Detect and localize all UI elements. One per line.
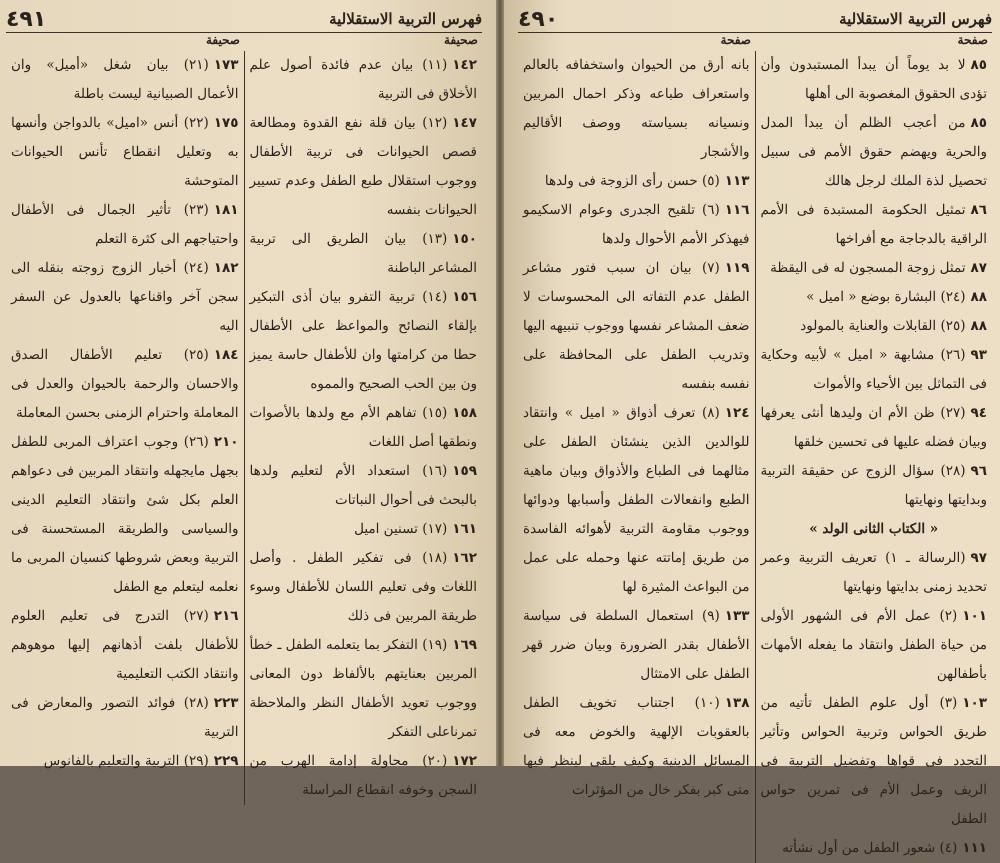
index-entry [11, 602, 239, 689]
entry-text: (١٩) التفكر بما يتعلمه الطفل ـ خطأ المربين بعنايتهم بالألفاظ دون المعانى ووجوب تعويد الأطفال النظر والملاحظة تمرناعلى التفكر [249, 637, 477, 740]
column-label: صحيفة [205, 33, 240, 47]
entry-page-number: ٨٨ [970, 289, 987, 305]
index-column-right [756, 51, 993, 863]
left-page [0, 0, 496, 798]
entry-text: (٢٨) فوائد التصور والمعارض فى التربية [11, 695, 239, 740]
entry-text: (٤) شعور الطفل من أول نشأته [782, 840, 958, 856]
index-columns [6, 51, 482, 805]
index-entry [250, 544, 478, 631]
entry-text: (٢٤) أخبار الزوج زوجته بنقله الى سجن آخر واقناعها بالعدول عن السفر اليه [11, 260, 239, 334]
index-entry [250, 747, 478, 805]
entry-page-number: ٨٥ [970, 57, 987, 73]
entry-page-number: ١٣٨ [724, 695, 750, 711]
index-entry [250, 631, 478, 747]
entry-page-number: ١٠٣ [962, 695, 987, 711]
entry-text: (١٠) اجتناب تخويف الطفل بالعقوبات الإلهية والخوض معه فى المسائل الدينية وكيف يلقى لينظر فيها متى كبر بفكر خال من المؤثرات [523, 695, 750, 798]
index-entry [761, 834, 988, 863]
entry-text: (٢٦) وجوب اعتراف المربى للطفل بجهل مايجهله وانتقاد المربين فى دعواهم العلم بكل شئ وانتقاد التعليم الدينى والسياسى والطريقة المستحسنة فى التربية وبعض شروطها كنسيان المربى ما نعلمه ليتعلم مع الطفل [11, 434, 239, 595]
entry-page-number: ١٦١ [452, 521, 477, 537]
page-header [518, 6, 992, 33]
entry-page-number: ١١٩ [724, 260, 750, 276]
entry-page-number: ٨٨ [970, 318, 987, 334]
column-label: صفحة [720, 33, 751, 47]
entry-page-number: ١٧٢ [452, 753, 477, 769]
index-entry [761, 312, 988, 341]
index-columns [518, 51, 992, 863]
index-column-left [518, 51, 756, 863]
index-entry [523, 167, 750, 196]
index-entry [250, 109, 478, 225]
entry-text: (٣) أول علوم الطفل تأتيه من طريق الحواس وتربية الحواس وتأثير التجدد فى قواها وتفضيل التربية فى الريف وعمل الأم فى تمرين حواس الطفل [760, 695, 987, 827]
entry-text: (٢٧) ظن الأم ان وليدها أنثى يعرفها وبيان فضله عليها فى تحسين خلقها [760, 405, 987, 450]
index-entry [11, 254, 239, 341]
index-entry [761, 399, 988, 457]
entry-text: (٢٥) القابلات والعناية بالمولود [800, 318, 966, 334]
index-entry [761, 689, 988, 834]
index-entry [11, 747, 239, 776]
index-entry [250, 225, 478, 283]
entry-text: تمثل زوجة المسجون له فى اليقظة [770, 260, 966, 276]
entry-text: (٢٥) تعليم الأطفال الصدق والاحسان والرحمة بالحيوان والعدل فى المعاملة واحترام الزمنى بحسن المعاملة [11, 347, 239, 421]
entry-page-number: ١٧٥ [213, 115, 239, 131]
page-number: ٤٩٠ [518, 6, 559, 32]
entry-text: (٢٦) مشابهة « اميل » لأبيه وحكاية فى التماثل بين الأحياء والأموات [760, 347, 987, 392]
index-entry [11, 109, 239, 196]
column-labels [6, 33, 482, 51]
entry-text: (٢٨) سؤال الزوج عن حقيقة التربية وبدايتها ونهايتها [760, 463, 987, 508]
entry-page-number: ٨٦ [970, 202, 987, 218]
entry-text: (٢٤) البشارة بوضع « اميل » [806, 289, 966, 305]
index-entry [761, 457, 988, 515]
index-entry [761, 515, 988, 544]
entry-page-number: ١١٦ [724, 202, 750, 218]
entry-page-number: ١٠١ [962, 608, 987, 624]
entry-text: تمثيل الحكومة المستبدة فى الأمم الراقية بالدجاجة مع أفراخها [760, 202, 987, 247]
index-entry [11, 689, 239, 747]
entry-page-number: ٢١٠ [213, 434, 239, 450]
entry-page-number: ١٨٤ [213, 347, 239, 363]
index-entry [11, 428, 239, 602]
index-entry [523, 51, 750, 167]
entry-text: (١٤) تربية التفرو بيان أذى التبكير بإلقاء النصائح والمواعظ على الأطفال حطا من كرامتها وان للأطفال حاسة يميز ون بين الحب الصحيح والمموه [249, 289, 477, 392]
entry-text: (١٧) تسنين اميل [354, 521, 448, 537]
entry-page-number: ١٦٩ [452, 637, 477, 653]
entry-page-number: ١٤٢ [452, 57, 477, 73]
entry-text: (١٢) بيان قلة نفع القدوة ومطالعة قصص الحيوانات فى تربية الأطفال ووجوب استقلال طبع الطفل وعدم تسيير الحيوانات بنفسه [249, 115, 477, 218]
entry-text: (١٦) استعداد الأم لتعليم ولدها بالبحث فى أحوال النباتات [249, 463, 477, 508]
index-entry [761, 51, 988, 109]
entry-page-number: ١٢٤ [724, 405, 750, 421]
entry-page-number: ١٧٣ [213, 57, 239, 73]
right-page [504, 0, 1000, 856]
index-entry [761, 602, 988, 689]
entry-text: (٩) استعمال السلطة فى سياسة الأطفال بقدر الضرورة وبيان ضرر قهر الطفل على الامتثال [523, 608, 750, 682]
index-entry [523, 689, 750, 805]
entry-text: (٢٩) التربية والتعليم بالفانوس [43, 753, 209, 769]
entry-page-number: ١٥٩ [452, 463, 477, 479]
entry-text: (٢) عمل الأم فى الشهور الأولى من حياة الطفل وانتقاد ما يفعله الأمهات بأطفالهن [760, 608, 987, 682]
column-label: صحيفة [443, 33, 478, 47]
page-number: ٤٩١ [6, 6, 47, 32]
index-entry [761, 196, 988, 254]
entry-page-number: ١١٣ [724, 173, 750, 189]
index-entry [523, 602, 750, 689]
index-entry [250, 283, 478, 399]
index-entry [250, 399, 478, 457]
entry-page-number: ١٨٢ [213, 260, 239, 276]
entry-page-number: ٨٥ [970, 115, 987, 131]
header-title: فهرس التربية الاستقلالية [839, 10, 992, 28]
entry-page-number: ١٤٧ [452, 115, 477, 131]
entry-page-number: ١٥٦ [452, 289, 477, 305]
index-entry [523, 254, 750, 399]
entry-text: (٢١) بيان شغل «أميل» وان الأعمال الصبيانية ليست باطلة [11, 57, 239, 102]
index-entry [761, 109, 988, 196]
entry-page-number: ١٦٢ [452, 550, 477, 566]
entry-page-number: ٩٣ [970, 347, 987, 363]
entry-text: (٨) تعرف أذواق « اميل » وانتقاد للوالدين الذين ينشئان الطفل على مثالهما فى الطباع والأذواق وبيان ماهية الطبع وانفعالات الطفل وأسبابها ودوائها ووجوب مقاومة التربية لأهوائه الفاسدة من طريق إماتته عنها وحمله على عمل من البواعث المثيرة لها [523, 405, 750, 595]
entry-text: « الكتاب الثانى الولد » [809, 521, 939, 537]
entry-page-number: ٢١٦ [213, 608, 239, 624]
entry-text: (الرسالة ـ ١) تعريف التربية وعمر تحديد زمنى بدايتها ونهايتها [760, 550, 987, 595]
page-header [6, 6, 482, 33]
index-entry [11, 341, 239, 428]
index-entry [761, 341, 988, 399]
column-label: صفحة [957, 33, 988, 47]
index-entry [523, 196, 750, 254]
index-entry [11, 51, 239, 109]
header-title: فهرس التربية الاستقلالية [329, 10, 482, 28]
index-entry [250, 515, 478, 544]
entry-page-number: ٩٦ [970, 463, 987, 479]
index-column-right [245, 51, 483, 805]
entry-text: (٧) بيان ان سبب فتور مشاعر الطفل عدم التفاته الى المحسوسات لا ضعف المشاعر نفسها ووجوب تنبيهه اليها وتدريب الطفل على المحافظة على نفسه بنفسه [523, 260, 750, 392]
index-entry [250, 457, 478, 515]
entry-text: (٥) حسن رأى الزوجة فى ولدها [544, 173, 720, 189]
index-entry [761, 544, 988, 602]
index-entry [761, 283, 988, 312]
index-entry [523, 399, 750, 602]
entry-text: من أعجب الظلم أن يبدأ المدل والحرية ويهضم حقوق الأمم فى سبيل تحصيل لذة الملك لرجل هالك [760, 115, 987, 189]
index-entry [250, 51, 478, 109]
entry-text: (١٥) تفاهم الأم مع ولدها بالأصوات ونطقها أصل اللغات [249, 405, 477, 450]
entry-page-number: ٢٢٣ [213, 695, 239, 711]
entry-text: (١٨) فى تفكير الطفل . وأصل اللغات وفى تعليم اللسان للأطفال وسوء طريقة المربين فى ذلك [249, 550, 477, 624]
entry-page-number: ١٣٣ [724, 608, 750, 624]
entry-text: (٦) تلقيح الجدرى وعوام الاسكيمو فيهذكر الأمم الأحوال ولدها [523, 202, 750, 247]
entry-page-number: ١٥٨ [452, 405, 477, 421]
entry-page-number: ٨٧ [970, 260, 987, 276]
entry-page-number: ٢٢٩ [213, 753, 239, 769]
index-entry [11, 196, 239, 254]
entry-text: (١١) بيان عدم فائدة أصول علم الأخلاق فى التربية [249, 57, 477, 102]
index-entry [761, 254, 988, 283]
entry-page-number: ١٨١ [213, 202, 239, 218]
entry-text: (١٣) بيان الطريق الى تربية المشاعر الباطنة [249, 231, 477, 276]
entry-page-number: ٩٤ [970, 405, 987, 421]
entry-text: لا بد يوماً أن يبدأ المستبدون وأن تؤدى الحقوق المغصوبة الى أهلها [760, 57, 987, 102]
index-column-left [6, 51, 245, 805]
entry-text: بانه أرق من الحيوان واستخفافه بالعالم واستعراف طباعه وذكر احمال المربين ونسيانه بسياسته ووصف الأقاليم والأشجار [523, 57, 750, 160]
column-labels [518, 33, 992, 51]
entry-text: (٢٧) التدرج فى تعليم العلوم للأطفال بلفت أذهانهم إليها موهوهم وانتقاد الكتب التعليمية [11, 608, 239, 682]
entry-page-number: ١١١ [962, 840, 987, 856]
entry-text: (٢٠) محاولة إدامة الهرب من السجن وخوفه انقطاع المراسلة [249, 753, 477, 798]
entry-text: (٢٢) أنس «اميل» بالدواجن وأنسها به وتعليل انقطاع تأنس الحيوانات المتوحشة [11, 115, 239, 189]
entry-page-number: ٩٧ [970, 550, 987, 566]
entry-text: (٢٣) تأثير الجمال فى الأطفال واحتياجهم الى كثرة التعلم [11, 202, 239, 247]
entry-page-number: ١٥٠ [452, 231, 477, 247]
